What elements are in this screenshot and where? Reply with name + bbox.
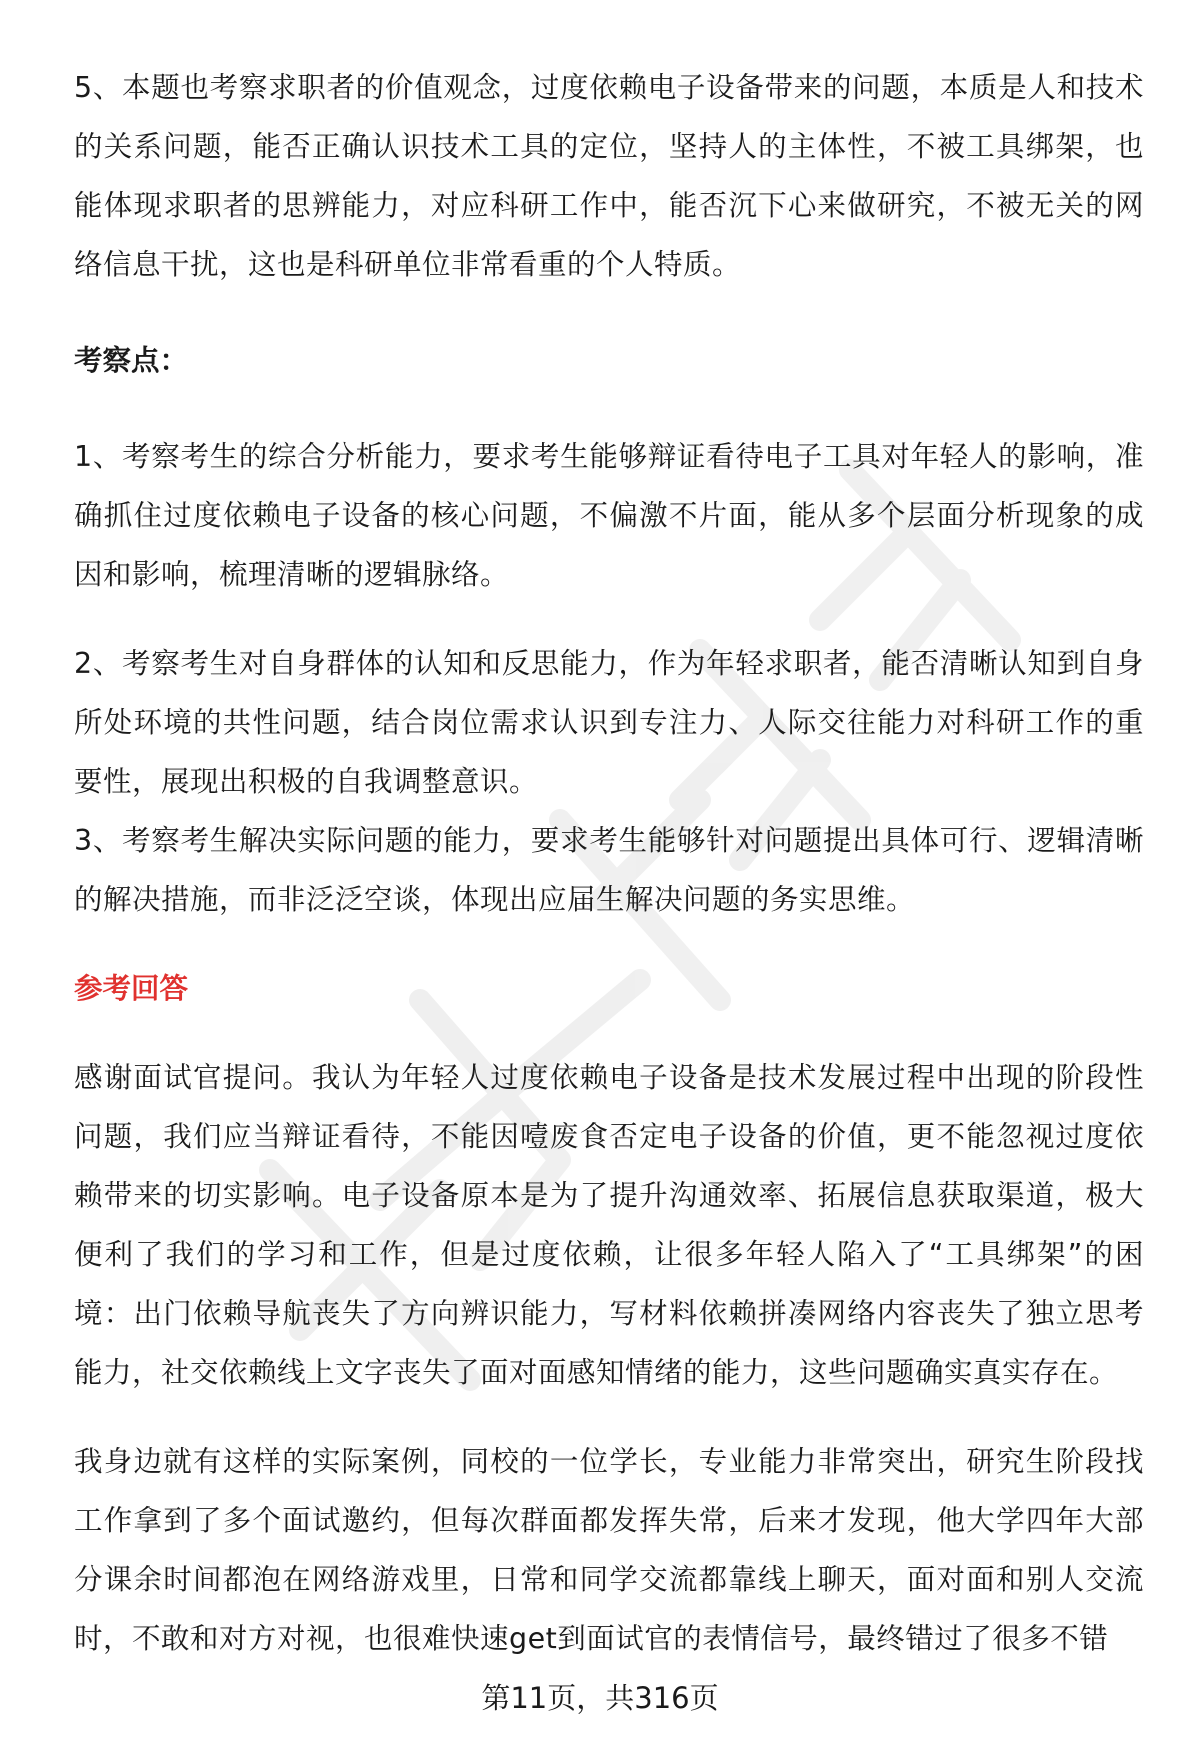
assessment-point-3: 3、考察考生解决实际问题的能力，要求考生能够针对问题提出具体可行、逻辑清晰的解决措施，而非泛泛空谈，体现出应届生解决问题的务实思维。 [74, 824, 1144, 916]
assessment-point-1: 1、考察考生的综合分析能力，要求考生能够辩证看待电子工具对年轻人的影响，准确抓住过度依赖电子设备的核心问题，不偏激不片面，能从多个层面分析现象的成因和影响，梳理清晰的逻辑脉络。 [74, 440, 1144, 591]
answer-paragraph-2: 我身边就有这样的实际案例，同校的一位学长，专业能力非常突出，研究生阶段找工作拿到了多个面试邀约，但每次群面都发挥失常，后来才发现，他大学四年大部分课余时间都泡在网络游戏里，日常和同学交流都靠线上聊天，面对面和别人交流时，不敢和对方对视，也很难快速get到面试官的表情信号，最终错过了很多不错 [74, 1445, 1144, 1655]
answer-paragraph-1: 感谢面试官提问。我认为年轻人过度依赖电子设备是技术发展过程中出现的阶段性问题，我们应当辩证看待，不能因噎废食否定电子设备的价值，更不能忽视过度依赖带来的切实影响。电子设备原本是为了提升沟通效率、拓展信息获取渠道，极大便利了我们的学习和工作，但是过度依赖，让很多年轻人陷入了“工具绑架”的困境：出门依赖导航丧失了方向辨识能力，写材料依赖拼凑网络内容丧失了独立思考能力，社交依赖线上文字丧失了面对面感知情绪的能力，这些问题确实真实存在。 [74, 1061, 1144, 1389]
spacer [74, 1402, 1144, 1432]
spacer [74, 604, 1144, 634]
spacer [74, 1018, 1144, 1048]
paragraph-point-5: 5、本题也考察求职者的价值观念，过度依赖电子设备带来的问题，本质是人和技术的关系问题，能否正确认识技术工具的定位，坚持人的主体性，不被工具绑架，也能体现求职者的思辨能力，对应科研工作中，能否沉下心来做研究，不被无关的网络信息干扰，这也是科研单位非常看重的个人特质。 [74, 71, 1144, 281]
page-indicator: 第11页，共316页 [481, 1681, 719, 1715]
assessment-point-2: 2、考察考生对自身群体的认知和反思能力，作为年轻求职者，能否清晰认知到自身所处环境的共性问题，结合岗位需求认识到专注力、人际交往能力对科研工作的重要性，展现出积极的自我调整意识。 [74, 647, 1144, 798]
reference-answer-heading: 参考回答 [74, 972, 189, 1005]
spacer [74, 929, 1144, 959]
spacer [74, 390, 1144, 427]
spacer [74, 294, 1144, 331]
document-page [74, 58, 1144, 1668]
assessment-heading: 考察点： [74, 344, 189, 377]
